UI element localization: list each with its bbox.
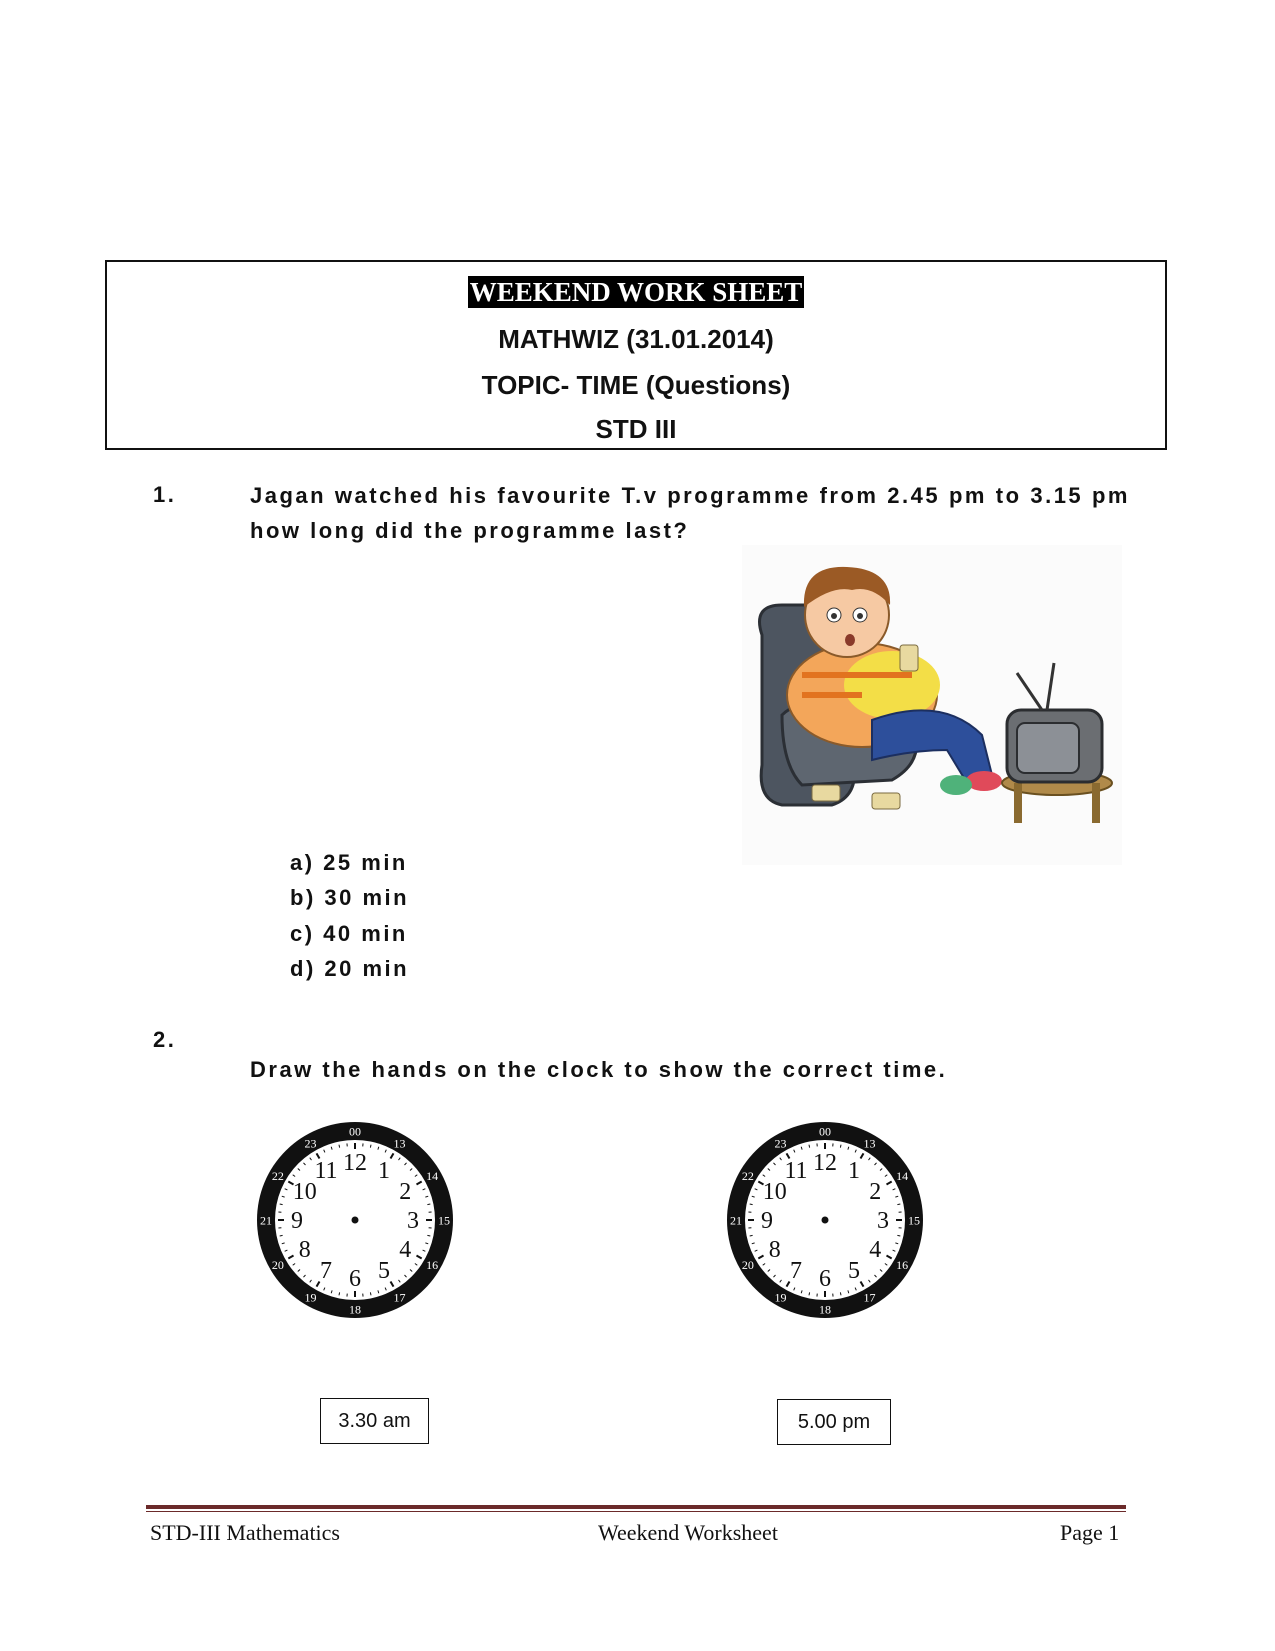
hour-numeral: 8 [768,1237,781,1263]
hour-24-numeral: 16 [426,1258,439,1272]
hour-numeral: 11 [784,1157,808,1184]
hour-numeral: 8 [298,1237,311,1263]
option-d: d) 20 min [290,956,410,981]
footer-rule [146,1505,1126,1513]
hour-24-numeral: 23 [304,1136,317,1151]
hour-numeral: 2 [869,1179,882,1205]
clock-center-dot [352,1217,359,1224]
clock-center-dot [822,1217,829,1224]
hour-numeral: 5 [378,1258,390,1285]
minute-tick [750,1204,753,1205]
option-a: a) 25 min [290,850,408,875]
hour-numeral: 10 [292,1179,317,1205]
hour-24-numeral: 21 [730,1213,742,1228]
hour-24-numeral: 17 [393,1290,406,1305]
minute-tick [427,1204,430,1205]
footer-left: STD-III Mathematics [150,1520,340,1545]
minute-tick [897,1235,900,1236]
hour-numeral: 7 [790,1258,802,1285]
hour-numeral: 3 [877,1208,889,1234]
hour-24-numeral: 00 [349,1124,361,1139]
question-1-number: 1. [153,482,177,507]
question-2-text: Draw the hands on the clock to show the correct time. [250,1057,948,1082]
hour-24-numeral: 23 [774,1136,787,1151]
hour-24-numeral: 21 [260,1213,272,1228]
footer-right: Page 1 [1060,1520,1120,1545]
hour-numeral: 12 [813,1150,837,1176]
minute-tick [370,1145,371,1148]
boy-watching-tv-illustration [742,545,1122,865]
minute-tick [339,1145,340,1148]
hour-24-numeral: 20 [741,1258,754,1272]
hour-24-numeral: 13 [863,1136,876,1151]
hour-numeral: 7 [320,1258,332,1285]
hour-24-numeral: 15 [908,1213,920,1228]
hour-numeral: 9 [761,1208,773,1234]
hour-24-numeral: 18 [349,1302,361,1317]
worksheet-title: MATHWIZ (31.01.2014) [498,324,774,354]
minute-tick [809,1292,810,1295]
hour-24-numeral: 14 [896,1169,909,1183]
hour-numeral: 4 [869,1237,882,1263]
clock-face-left [255,1120,455,1320]
minute-tick [427,1235,430,1236]
minute-tick [840,1145,841,1148]
hour-numeral: 2 [399,1179,412,1205]
topic-line: TOPIC- TIME (Questions) [481,370,791,400]
hour-numeral: 1 [848,1157,860,1184]
worksheet-label-wrap [107,276,1165,308]
hour-numeral: 4 [399,1237,412,1263]
hour-numeral: 6 [819,1266,831,1292]
hour-24-numeral: 00 [819,1124,831,1139]
minute-tick [370,1292,371,1295]
option-b: b) 30 min [290,885,410,910]
minute-tick [809,1145,810,1148]
hour-numeral: 10 [762,1179,787,1205]
hour-24-numeral: 16 [896,1258,909,1272]
minute-tick [280,1204,283,1205]
hour-numeral: 9 [291,1208,303,1234]
minute-tick [280,1235,283,1236]
minute-tick [897,1204,900,1205]
hour-24-numeral: 22 [741,1169,754,1183]
time-label-left: 3.30 am [320,1398,429,1444]
clock-face-right [725,1120,925,1320]
hour-24-numeral: 15 [438,1213,450,1228]
std-line: STD III [595,414,677,444]
footer-center: Weekend Worksheet [598,1520,778,1545]
hour-24-numeral: 14 [426,1169,439,1183]
option-c: c) 40 min [290,921,408,946]
hour-numeral: 6 [349,1266,361,1292]
hour-numeral: 5 [848,1258,860,1285]
minute-tick [750,1235,753,1236]
hour-24-numeral: 22 [271,1169,284,1183]
hour-numeral: 12 [343,1150,367,1176]
hour-numeral: 11 [314,1157,338,1184]
hour-24-numeral: 19 [304,1290,317,1305]
minute-tick [840,1292,841,1295]
hour-24-numeral: 19 [774,1290,787,1305]
worksheet-label: WEEKEND WORK SHEET [469,277,803,307]
hour-24-numeral: 13 [393,1136,406,1151]
time-label-right: 5.00 pm [777,1399,891,1445]
question-1-text: Jagan watched his favourite T.v programme from 2.45 pm to 3.15 pm how long did the programme last? [250,483,1130,543]
question-2-number: 2. [153,1027,177,1052]
hour-24-numeral: 20 [271,1258,284,1272]
hour-numeral: 3 [407,1208,419,1234]
minute-tick [339,1292,340,1295]
hour-numeral: 1 [378,1157,390,1184]
worksheet-header [105,260,1167,450]
hour-24-numeral: 18 [819,1302,831,1317]
hour-24-numeral: 17 [863,1290,876,1305]
